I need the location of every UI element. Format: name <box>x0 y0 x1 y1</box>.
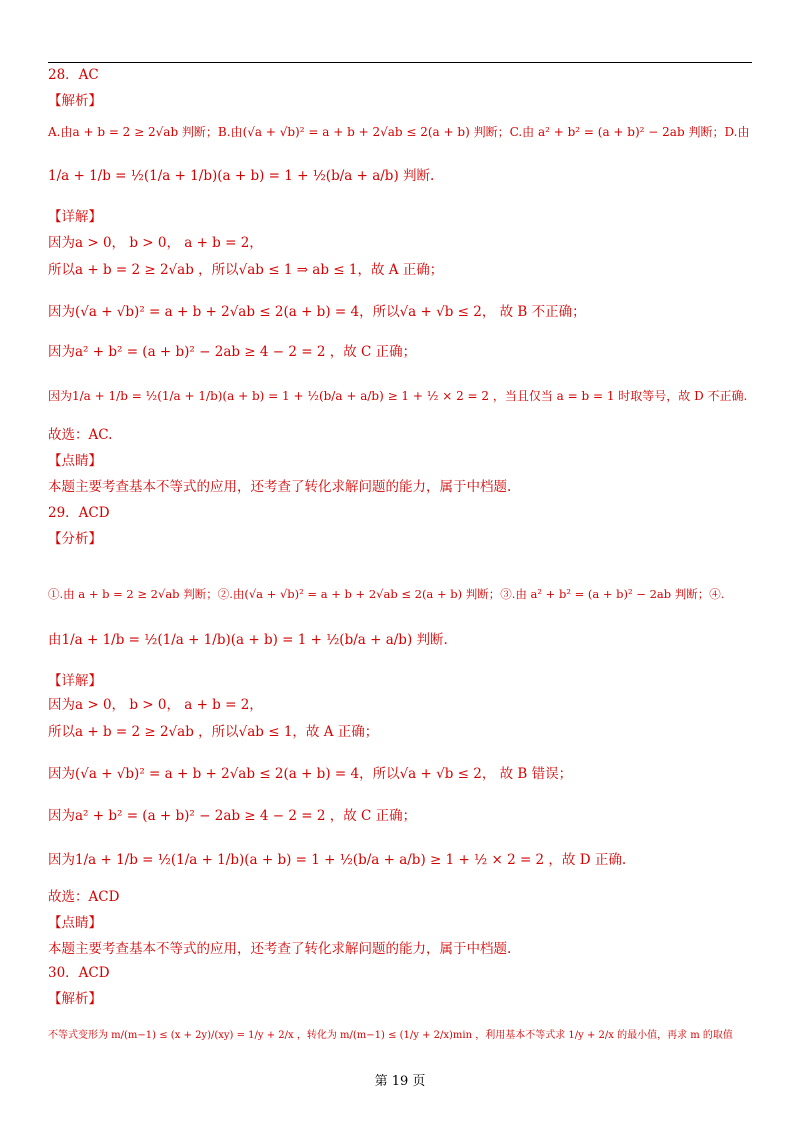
q29-xiangjie-header: 【详解】 <box>48 673 102 689</box>
q29-fenxi-header: 【分析】 <box>48 531 102 547</box>
q28-step2: 所以a + b = 2 ≥ 2√ab ，所以√ab ≤ 1 ⇒ ab ≤ 1，故 A 正确； <box>48 262 444 278</box>
q28-jiexi-line1: A.由a + b = 2 ≥ 2√ab 判断；B.由(√a + √b)² = a + b + 2√ab ≤ 2(a + b) 判断；C.由 a² + b² = (a + b)² − 2ab 判断；D.由 <box>48 125 750 139</box>
q29-step1: 因为a > 0， b > 0， a + b = 2， <box>48 697 263 713</box>
q28-jiexi-line2: 1/a + 1/b = ½(1/a + 1/b)(a + b) = 1 + ½(b/a + a/b) 判断. <box>48 168 435 184</box>
top-rule <box>48 62 752 63</box>
q29-step3: 因为(√a + √b)² = a + b + 2√ab ≤ 2(a + b) = 4，所以√a + √b ≤ 2， 故 B 错误； <box>48 766 573 782</box>
q30-jiexi-line1: 不等式变形为 m/(m−1) ≤ (x + 2y)/(xy) = 1/y + 2/x ，转化为 m/(m−1) ≤ (1/y + 2/x)min ，利用基本不等式求 1/y + 2/x 的最小值，再求 m 的取值 <box>48 1030 733 1041</box>
q29-step4: 因为a² + b² = (a + b)² − 2ab ≥ 4 − 2 = 2 ，故 C 正确； <box>48 808 417 824</box>
q28-step4: 因为a² + b² = (a + b)² − 2ab ≥ 4 − 2 = 2 ，故 C 正确； <box>48 344 417 360</box>
q29-dianjing-header: 【点睛】 <box>48 915 102 931</box>
q29-answer: 故选：ACD <box>48 889 120 905</box>
q30-number: 30．ACD <box>48 965 110 981</box>
q28-answer: 故选：AC. <box>48 427 113 443</box>
q28-step5: 因为1/a + 1/b = ½(1/a + 1/b)(a + b) = 1 + ½(b/a + a/b) ≥ 1 + ½ × 2 = 2 ，当且仅当 a = b = 1 时取等号，故 D 不正确. <box>48 389 748 403</box>
q29-number: 29．ACD <box>48 505 110 521</box>
q29-fenxi-line1: ①.由 a + b = 2 ≥ 2√ab 判断；②.由(√a + √b)² = a + b + 2√ab ≤ 2(a + b) 判断；③.由 a² + b² = (a + b)² − 2ab 判断；④. <box>48 587 725 601</box>
q29-fenxi-line2: 由1/a + 1/b = ½(1/a + 1/b)(a + b) = 1 + ½(b/a + a/b) 判断. <box>48 632 448 648</box>
q28-number: 28．AC <box>48 67 99 83</box>
q30-jiexi-header: 【解析】 <box>48 991 102 1007</box>
q28-jiexi-header: 【解析】 <box>48 93 102 109</box>
q28-dianjing-header: 【点睛】 <box>48 453 102 469</box>
q28-step3: 因为(√a + √b)² = a + b + 2√ab ≤ 2(a + b) = 4，所以√a + √b ≤ 2， 故 B 不正确； <box>48 304 586 320</box>
q28-dianjing-text: 本题主要考查基本不等式的应用，还考查了转化求解问题的能力，属于中档题. <box>48 479 512 495</box>
q29-step5: 因为1/a + 1/b = ½(1/a + 1/b)(a + b) = 1 + ½(b/a + a/b) ≥ 1 + ½ × 2 = 2 ，故 D 正确. <box>48 852 627 868</box>
q29-step2: 所以a + b = 2 ≥ 2√ab ，所以√ab ≤ 1，故 A 正确； <box>48 724 379 740</box>
q28-step1: 因为a > 0， b > 0， a + b = 2， <box>48 235 263 251</box>
page-footer: 第 19 页 <box>374 1074 426 1089</box>
q29-dianjing-text: 本题主要考查基本不等式的应用，还考查了转化求解问题的能力，属于中档题. <box>48 941 512 957</box>
q28-xiangjie-header: 【详解】 <box>48 209 102 225</box>
